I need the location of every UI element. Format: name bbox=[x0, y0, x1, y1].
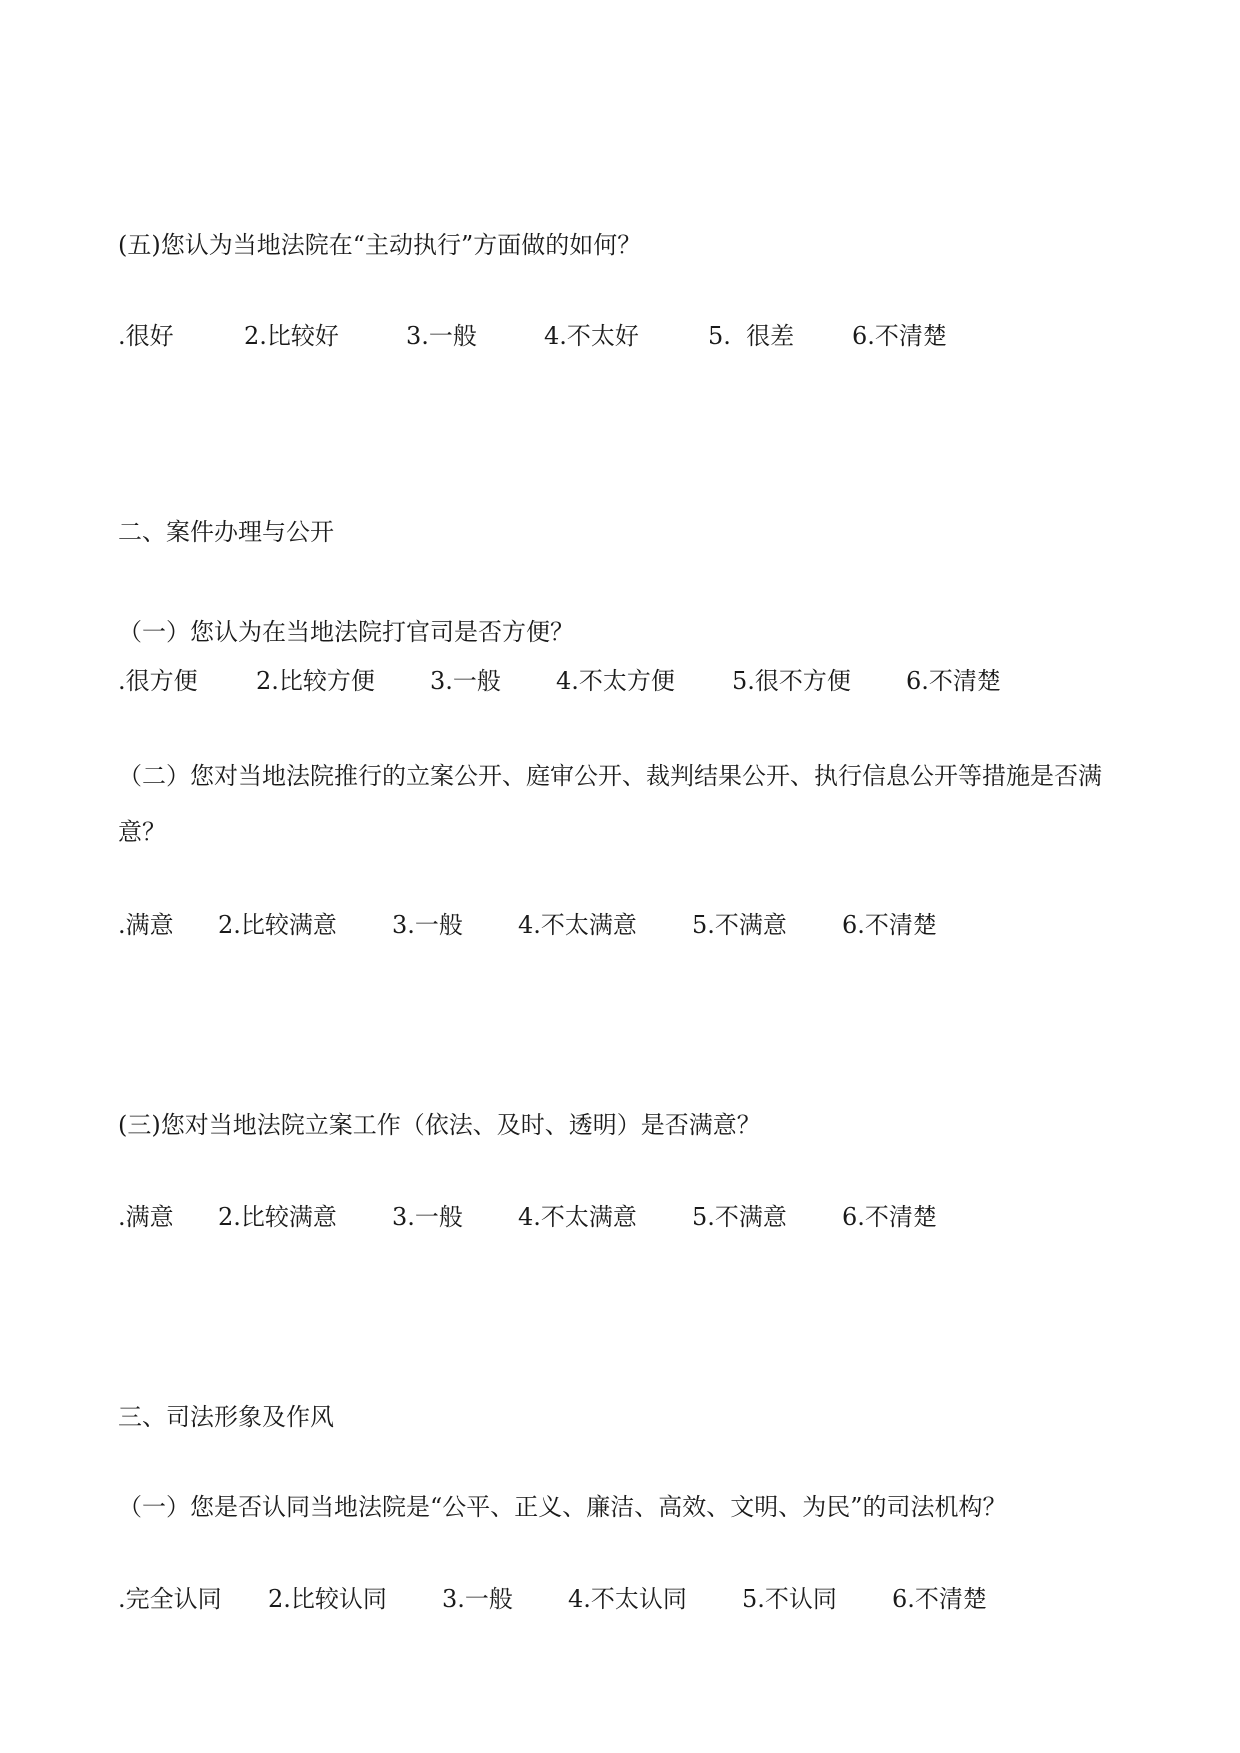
option-3[interactable]: 3.一般 bbox=[430, 667, 501, 695]
option-1[interactable]: .很好 bbox=[118, 322, 174, 350]
option-3[interactable]: 3.一般 bbox=[406, 322, 477, 350]
option-2[interactable]: 2.比较满意 bbox=[218, 1203, 337, 1231]
option-5[interactable]: 5. 很差 bbox=[708, 322, 795, 350]
option-5[interactable]: 5.不满意 bbox=[692, 1203, 787, 1231]
question-convenience: （一）您认为在当地法院打官司是否方便？ bbox=[118, 618, 574, 646]
option-5[interactable]: 5.很不方便 bbox=[732, 667, 851, 695]
option-2[interactable]: 2.比较方便 bbox=[256, 667, 375, 695]
option-6[interactable]: 6.不清楚 bbox=[842, 911, 937, 939]
option-1[interactable]: .满意 bbox=[118, 911, 174, 939]
option-3[interactable]: 3.一般 bbox=[392, 911, 463, 939]
question-active-execution: (五)您认为当地法院在“主动执行”方面做的如何？ bbox=[118, 231, 642, 259]
option-1[interactable]: .满意 bbox=[118, 1203, 174, 1231]
option-5[interactable]: 5.不满意 bbox=[692, 911, 787, 939]
option-5[interactable]: 5.不认同 bbox=[742, 1585, 837, 1613]
section-heading-judicial-image: 三、司法形象及作风 bbox=[118, 1403, 334, 1431]
question-institution-recognition: （一）您是否认同当地法院是“公平、正义、廉洁、高效、文明、为民”的司法机构？ bbox=[118, 1493, 1007, 1521]
option-4[interactable]: 4.不太好 bbox=[544, 322, 639, 350]
question-openness-satisfaction: （二）您对当地法院推行的立案公开、庭审公开、裁判结果公开、执行信息公开等措施是否满意？ bbox=[118, 762, 1102, 846]
option-3[interactable]: 3.一般 bbox=[392, 1203, 463, 1231]
option-2[interactable]: 2.比较好 bbox=[244, 322, 339, 350]
option-1[interactable]: .完全认同 bbox=[118, 1585, 222, 1613]
option-6[interactable]: 6.不清楚 bbox=[852, 322, 947, 350]
option-4[interactable]: 4.不太认同 bbox=[568, 1585, 687, 1613]
option-6[interactable]: 6.不清楚 bbox=[842, 1203, 937, 1231]
option-4[interactable]: 4.不太满意 bbox=[518, 911, 637, 939]
option-3[interactable]: 3.一般 bbox=[442, 1585, 513, 1613]
question-filing-satisfaction: (三)您对当地法院立案工作（依法、及时、透明）是否满意？ bbox=[118, 1111, 761, 1139]
option-6[interactable]: 6.不清楚 bbox=[892, 1585, 987, 1613]
section-heading-case-handling: 二、案件办理与公开 bbox=[118, 518, 334, 546]
option-4[interactable]: 4.不太方便 bbox=[556, 667, 675, 695]
option-2[interactable]: 2.比较满意 bbox=[218, 911, 337, 939]
option-1[interactable]: .很方便 bbox=[118, 667, 198, 695]
option-4[interactable]: 4.不太满意 bbox=[518, 1203, 637, 1231]
option-6[interactable]: 6.不清楚 bbox=[906, 667, 1001, 695]
option-2[interactable]: 2.比较认同 bbox=[268, 1585, 387, 1613]
